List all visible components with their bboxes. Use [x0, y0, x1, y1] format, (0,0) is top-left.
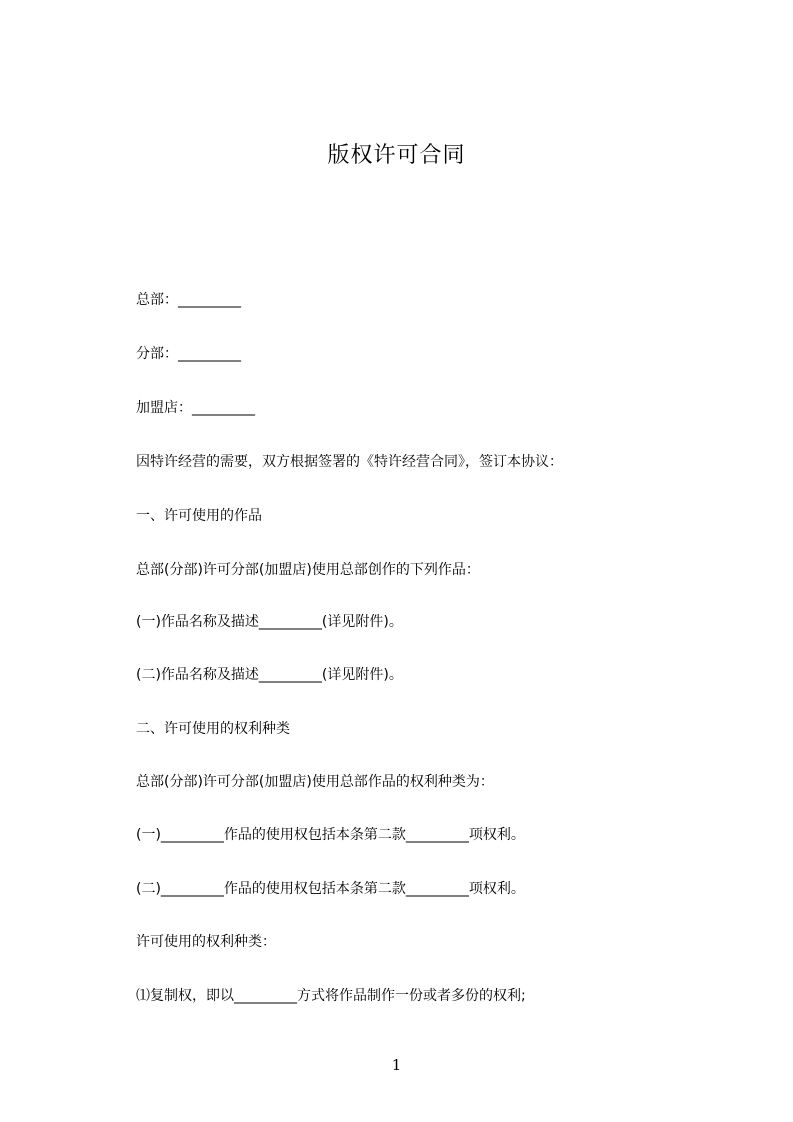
section-1-intro: 总部(分部)许可分部(加盟店)使用总部创作的下列作品：	[136, 562, 480, 578]
section-1-item-2: (二)作品名称及描述_________(详见附件)。	[136, 667, 403, 683]
document-title: 版权许可合同	[327, 143, 466, 168]
section-2-intro: 总部(分部)许可分部(加盟店)使用总部作品的权利种类为：	[136, 774, 494, 790]
section-1-item-1: (一)作品名称及描述_________(详见附件)。	[136, 614, 403, 630]
section-2-item-1: (一)_________作品的使用权包括本条第二款_________项权利。	[136, 827, 525, 843]
rights-types-heading: 许可使用的权利种类：	[136, 934, 276, 950]
right-reproduction: ⑴复制权，即以_________方式将作品制作一份或者多份的权利;	[136, 988, 526, 1004]
section-heading-2: 二、许可使用的权利种类	[136, 721, 290, 737]
party-franchisee: 加盟店：_________	[136, 400, 255, 416]
section-2-item-2: (二)_________作品的使用权包括本条第二款_________项权利。	[136, 881, 525, 897]
page-number: 1	[391, 1056, 402, 1074]
preamble: 因特许经营的需要，双方根据签署的《特许经营合同》，签订本协议：	[136, 454, 563, 470]
party-branch: 分部：_________	[136, 346, 241, 362]
party-headquarters: 总部：_________	[136, 292, 241, 308]
section-heading-1: 一、许可使用的作品	[136, 508, 262, 524]
